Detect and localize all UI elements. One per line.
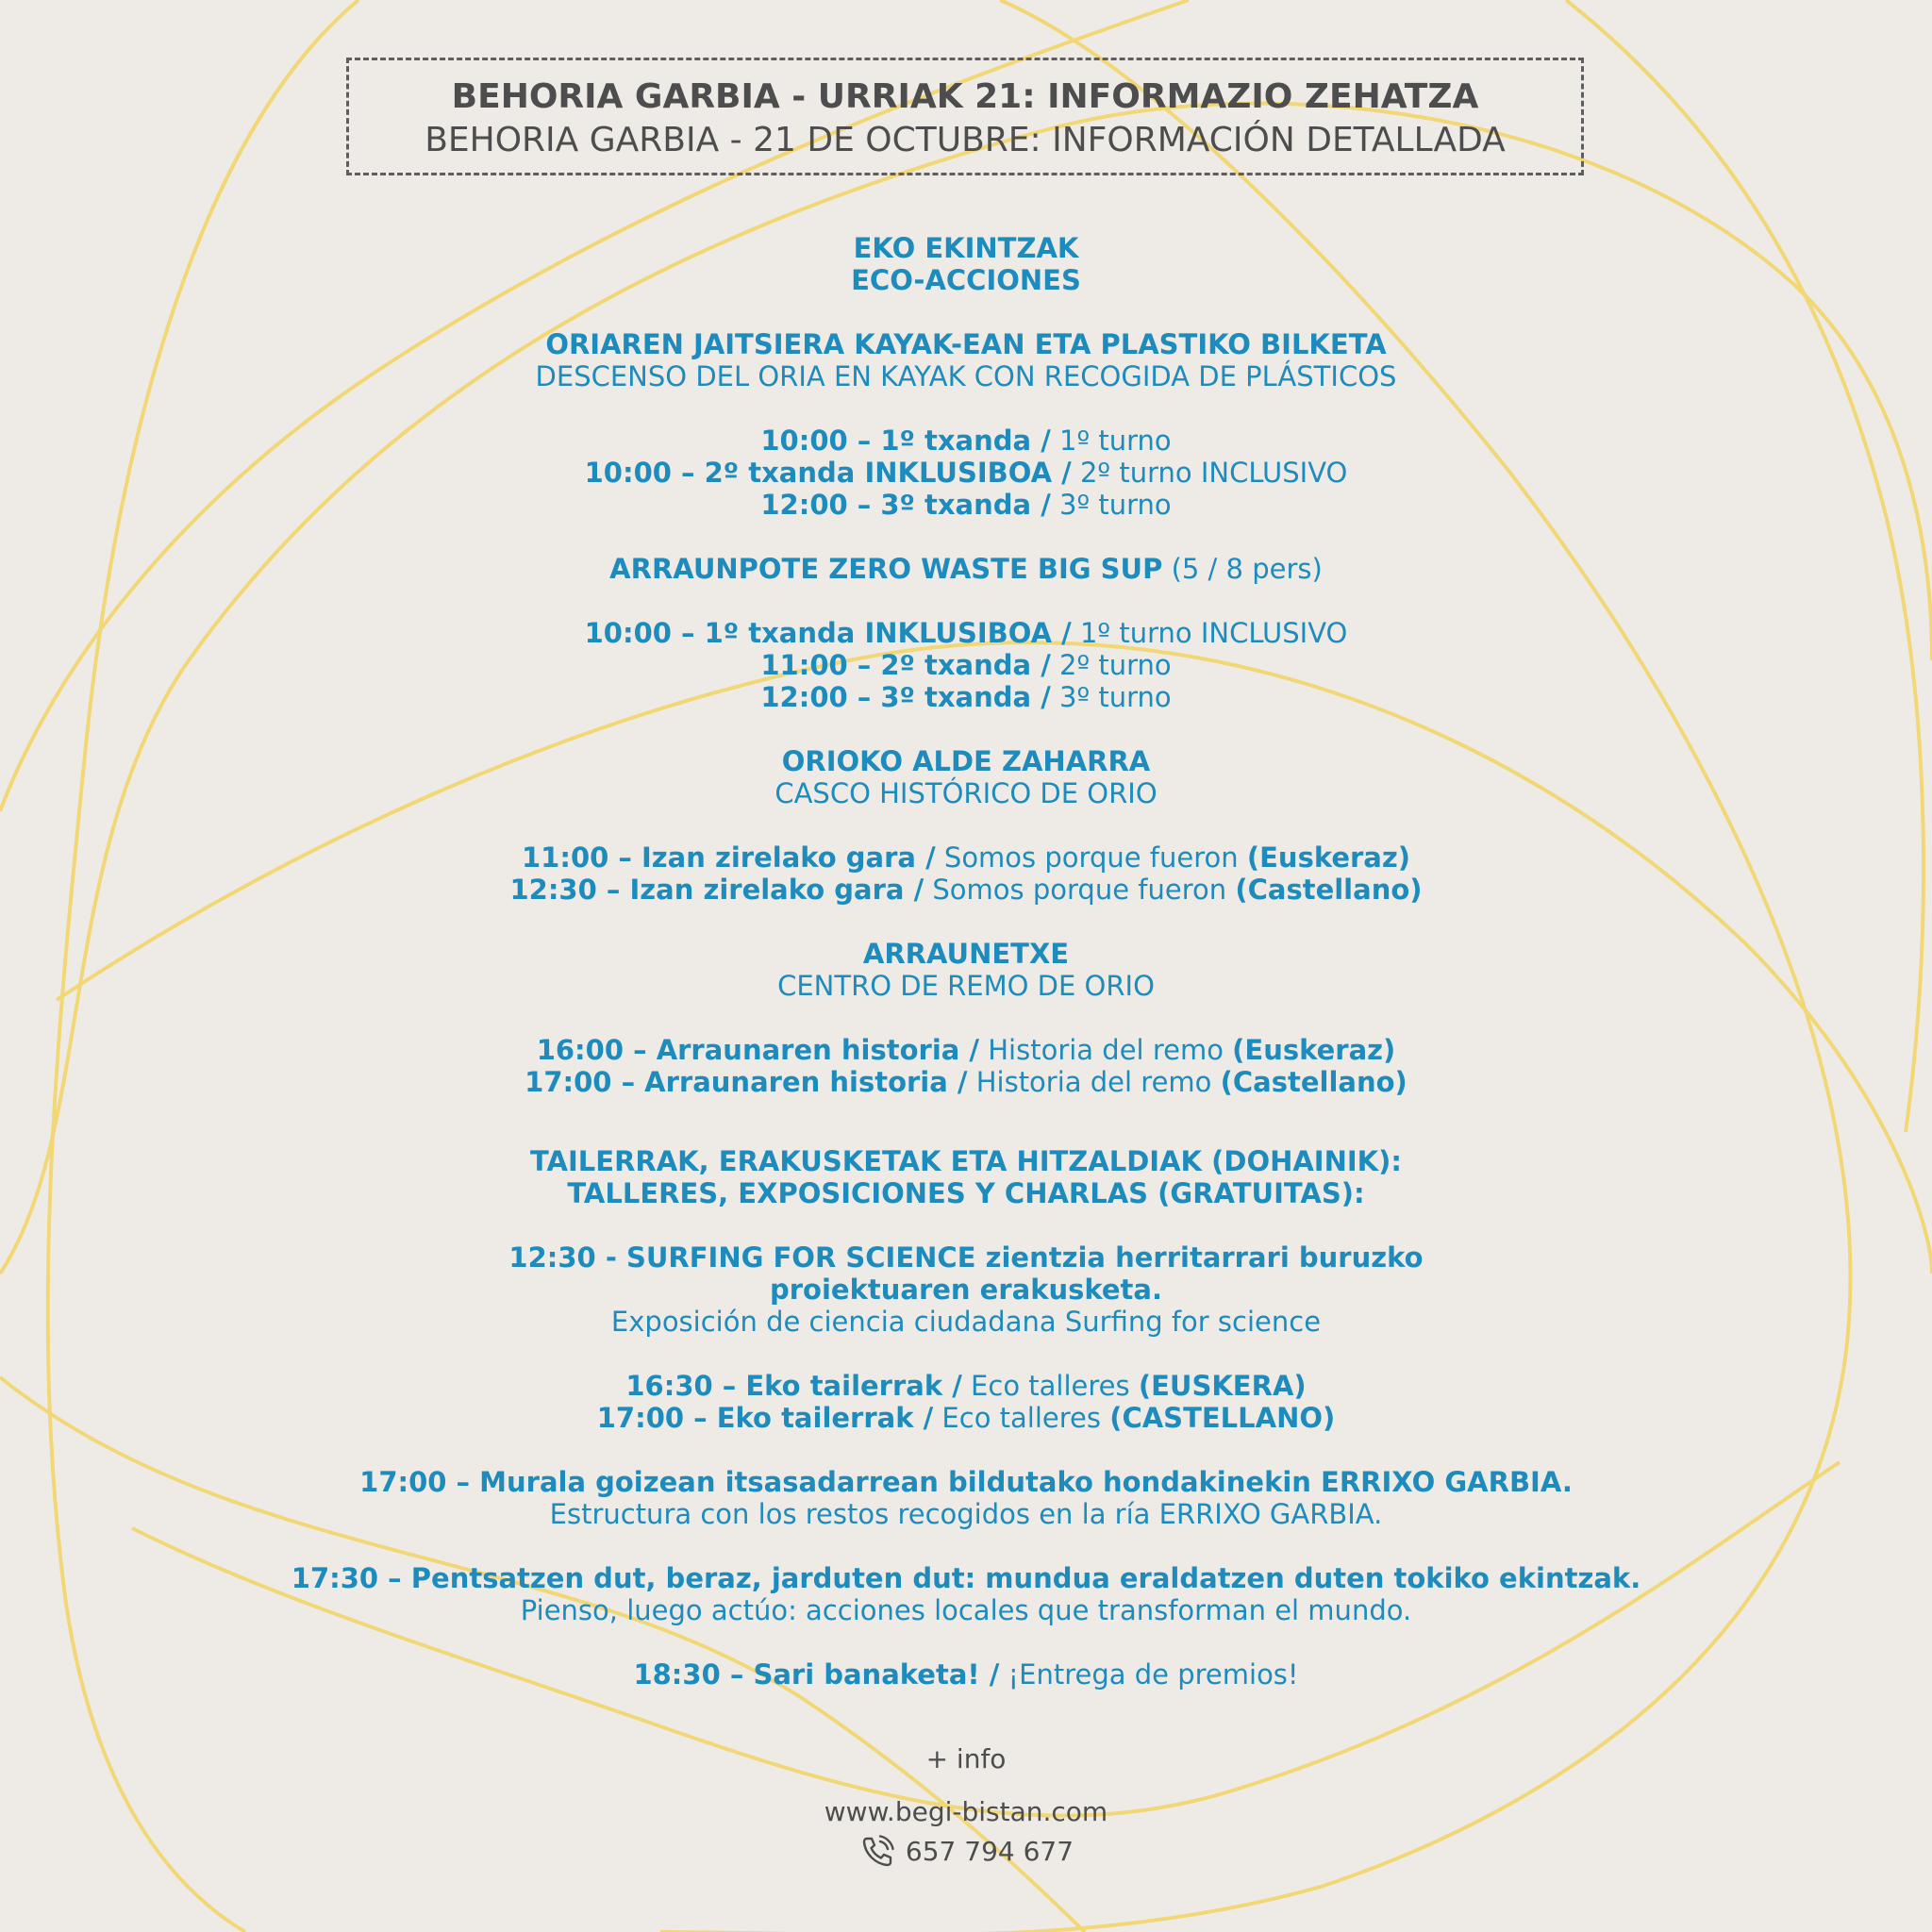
footer (0, 1740, 1932, 1873)
mural-es: Estructura con los restos recogidos en la ría ERRIXO GARBIA. (549, 1498, 1383, 1530)
phone-number: 657 794 677 (905, 1836, 1074, 1867)
arraunetxe-title-eu: ARRAUNETXE (862, 938, 1070, 970)
sup-turn: 11:00 – 2º txanda / 2º turno (760, 649, 1172, 681)
phone-line[interactable] (0, 1831, 1932, 1873)
sup-turn: 12:00 – 3º txanda / 3º turno (760, 681, 1172, 713)
header-box (346, 58, 1584, 175)
workshops-heading-es: TALLERES, EXPOSICIONES Y CHARLAS (GRATUITAS): (567, 1177, 1365, 1209)
title-basque: BEHORIA GARBIA - URRIAK 21: INFORMAZIO ZEHATZA (451, 77, 1479, 116)
kayak-turn: 10:00 – 1º txanda / 1º turno (760, 425, 1172, 457)
eco-heading-es: ECO-ACCIONES (851, 264, 1081, 296)
title-spanish: BEHORIA GARBIA - 21 DE OCTUBRE: INFORMACIÓN DETALLADA (425, 121, 1506, 159)
oldtown-item: 12:30 – Izan zirelako gara / Somos porque fueron (Castellano) (509, 874, 1423, 906)
arraunetxe-item: 16:00 – Arraunaren historia / Historia del remo (Euskeraz) (536, 1034, 1396, 1066)
eko-workshop-item: 17:00 – Eko tailerrak / Eco talleres (CASTELLANO) (596, 1402, 1336, 1434)
website-link[interactable]: www.begi-bistan.com (824, 1796, 1108, 1827)
sup-turn: 10:00 – 1º txanda INKLUSIBOA / 1º turno INCLUSIVO (584, 617, 1348, 649)
eco-heading-eu: EKO EKINTZAK (853, 232, 1079, 264)
workshops-heading-eu: TAILERRAK, ERAKUSKETAK ETA HITZALDIAK (DOHAINIK): (530, 1145, 1402, 1177)
mural-eu: 17:00 – Murala goizean itsasadarrean bildutako hondakinekin ERRIXO GARBIA. (359, 1466, 1573, 1498)
schedule-content (0, 232, 1932, 1690)
talk-eu: 17:30 – Pentsatzen dut, beraz, jarduten dut: mundua eraldatzen duten tokiko ekintzak. (291, 1562, 1641, 1594)
surfing-line-1: 12:30 - SURFING FOR SCIENCE zientzia herritarrari buruzko (508, 1241, 1424, 1274)
oldtown-title-es: CASCO HISTÓRICO DE ORIO (774, 777, 1158, 809)
eko-workshop-item: 16:30 – Eko tailerrak / Eco talleres (EUSKERA) (625, 1370, 1307, 1402)
phone-icon (858, 1833, 896, 1871)
more-info-label: + info (925, 1743, 1007, 1774)
kayak-title-eu: ORIAREN JAITSIERA KAYAK-EAN ETA PLASTIKO BILKETA (545, 328, 1387, 360)
surfing-line-es: Exposición de ciencia ciudadana Surfing for science (610, 1306, 1322, 1338)
kayak-turn: 10:00 – 2º txanda INKLUSIBOA / 2º turno INCLUSIVO (584, 457, 1348, 489)
oldtown-title-eu: ORIOKO ALDE ZAHARRA (781, 745, 1151, 777)
sup-title: ARRAUNPOTE ZERO WASTE BIG SUP (5 / 8 pers) (609, 553, 1323, 585)
kayak-turn: 12:00 – 3º txanda / 3º turno (760, 489, 1172, 521)
kayak-title-es: DESCENSO DEL ORIA EN KAYAK CON RECOGIDA DE PLÁSTICOS (535, 360, 1397, 392)
arraunetxe-item: 17:00 – Arraunaren historia / Historia del remo (Castellano) (525, 1066, 1407, 1098)
oldtown-item: 11:00 – Izan zirelako gara / Somos porque fueron (Euskeraz) (521, 841, 1411, 874)
talk-es: Pienso, luego actúo: acciones locales que transforman el mundo. (520, 1594, 1412, 1626)
arraunetxe-title-es: CENTRO DE REMO DE ORIO (777, 970, 1155, 1002)
surfing-line-2: proiektuaren erakusketa. (769, 1274, 1163, 1306)
prizes-line: 18:30 – Sari banaketa! / ¡Entrega de premios! (633, 1658, 1299, 1690)
